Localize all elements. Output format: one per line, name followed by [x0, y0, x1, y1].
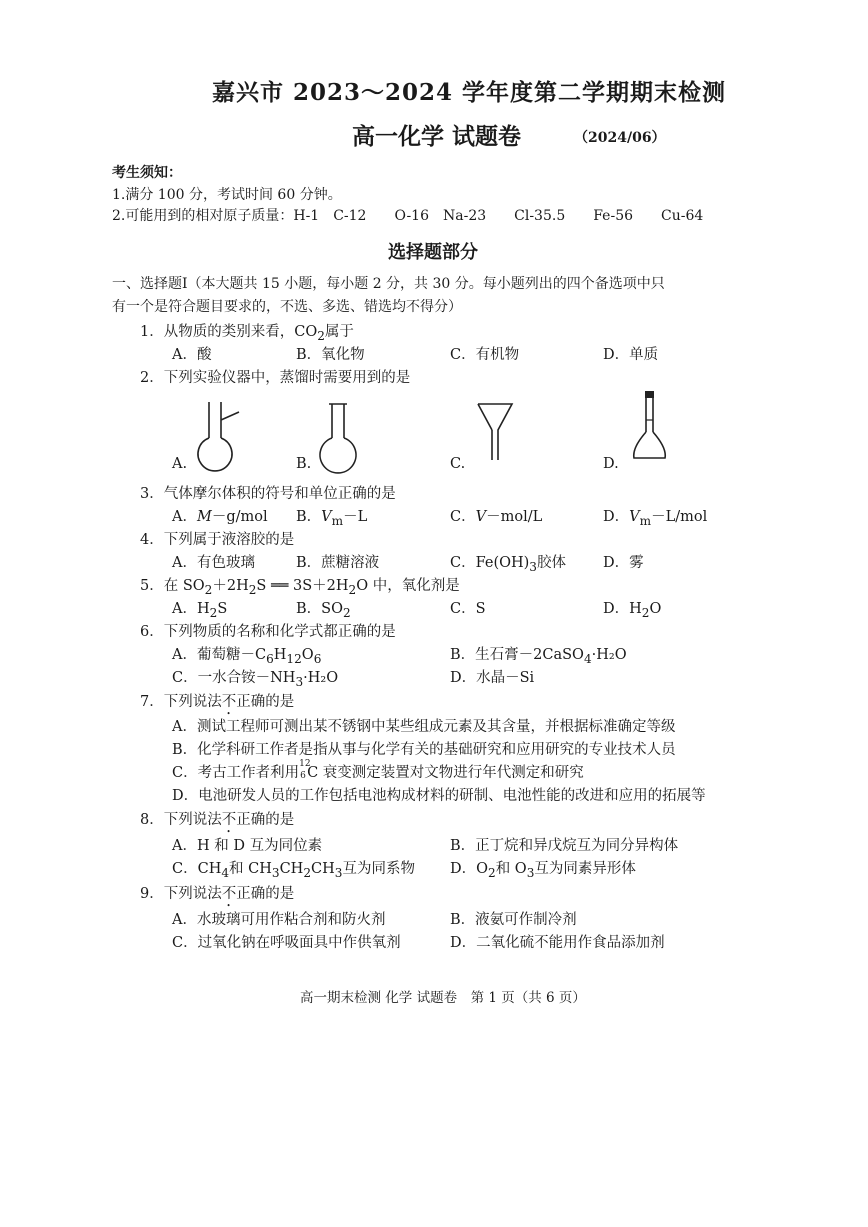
- question-1-option-c: C．有机物: [450, 347, 520, 363]
- question-2-option-c: C.: [450, 456, 466, 472]
- question-3-option-c: C．V－mol/L: [450, 509, 543, 525]
- question-9-option-c: C．过氧化钠在呼吸面具中作供氧剂: [172, 935, 401, 951]
- question-6-option-d: D．水晶－Si: [450, 670, 535, 686]
- question-8-stem: 8．下列说法不正确的是: [140, 812, 295, 828]
- question-1-option-d: D．单质: [603, 347, 659, 363]
- question-8-option-c: C．$CH_4$和 $CH_3CH_2CH_3$互为同系物: [172, 861, 415, 880]
- question-1-option-b: B．氧化物: [296, 347, 365, 363]
- question-7-option-b: B．化学科研工作者是指从事与化学有关的基础研究和应用研究的专业技术人员: [172, 742, 676, 758]
- question-3-option-b: B．$V_m-L$: [296, 509, 368, 528]
- page-footer: 高一期末检测 化学 试题卷 第 1 页（共 6 页）: [300, 990, 586, 1006]
- question-6-option-a: A．葡萄糖$-C_6H_{12}O_6$: [172, 647, 322, 666]
- notice-line-1: 1.满分 100 分，考试时间 60 分钟。: [112, 187, 342, 203]
- question-4-stem: 4．下列属于液溶胶的是: [140, 532, 295, 548]
- exam-date: （2024/06）: [574, 130, 666, 146]
- question-2-stem: 2．下列实验仪器中，蒸馏时需要用到的是: [140, 370, 411, 386]
- question-4-option-d: D．雾: [603, 555, 644, 571]
- question-2-option-d: D.: [603, 456, 619, 472]
- question-2-option-a: A.: [172, 456, 188, 472]
- question-5-option-c: C．S: [450, 601, 486, 617]
- question-7-stem: 7．下列说法不正确的是: [140, 694, 295, 710]
- question-5-option-d: D．$H_2O$: [603, 601, 662, 620]
- funnel-icon: [476, 402, 516, 467]
- question-4-option-a: A．有色玻璃: [172, 555, 255, 571]
- question-9-option-d: D．二氧化硫不能用作食品添加剂: [450, 935, 665, 951]
- exam-title: 嘉兴市 2023～2024 学年度第二学期期末检测: [212, 79, 727, 106]
- volumetric-flask-icon: [628, 390, 674, 470]
- question-4-option-b: B．蔗糖溶液: [296, 555, 380, 571]
- round-bottom-flask-icon: [318, 400, 368, 470]
- question-4-option-c: C．$Fe(OH)_3$胶体: [450, 555, 566, 574]
- question-7-option-d: D．电池研发人员的工作包括电池构成材料的研制、电池性能的改进和应用的拓展等: [172, 788, 706, 804]
- section-title: 选择题部分: [388, 242, 478, 263]
- question-3-option-a: A．M－g/mol: [172, 509, 268, 525]
- question-8-option-d: D．$O_2$和 $O_3$互为同素异形体: [450, 861, 636, 880]
- question-9-option-a: A．水玻璃可用作粘合剂和防火剂: [172, 912, 386, 928]
- question-7-option-a: A．测试工程师可测出某不锈钢中某些组成元素及其含量，并根据标准确定等级: [172, 719, 676, 735]
- question-2-option-b: B.: [296, 456, 312, 472]
- question-6-option-c: C．一水合铵$-NH_3\cdot H_2O$: [172, 670, 339, 689]
- part1-instructions-2: 有一个是符合题目要求的，不选、多选、错选均不得分）: [112, 299, 462, 315]
- question-5-option-a: A．$H_2S$: [172, 601, 228, 620]
- question-1-option-a: A．酸: [172, 347, 212, 363]
- question-9-stem: 9．下列说法不正确的是: [140, 886, 295, 902]
- question-8-option-a: A．H 和 D 互为同位素: [172, 838, 323, 854]
- question-7-option-c: C．考古工作者利用 12 6 C 衰变测定装置对文物进行年代测定和研究: [172, 759, 584, 781]
- part1-instructions-1: 一、选择题Ⅰ（本大题共 15 小题，每小题 2 分，共 30 分。每小题列出的四个备选项中只: [112, 276, 665, 292]
- exam-subtitle: 高一化学 试题卷: [352, 123, 522, 150]
- question-1-stem: 1．从物质的类别来看，$CO_2$属于: [140, 324, 354, 343]
- distillation-flask-icon: [195, 400, 245, 470]
- question-9-option-b: B．液氨可作制冷剂: [450, 912, 577, 928]
- question-8-option-b: B．正丁烷和异戊烷互为同分异构体: [450, 838, 679, 854]
- question-3-option-d: D．$V_m-L$/mol: [603, 509, 708, 528]
- question-5-stem: 5．在 $SO_2+2H_2S$ ══ $3S+2H_2O$ 中，氧化剂是: [140, 578, 460, 597]
- question-3-stem: 3．气体摩尔体积的符号和单位正确的是: [140, 486, 396, 502]
- notice-heading: 考生须知：: [112, 165, 182, 181]
- question-6-option-b: B．生石膏－2CaSO$_4$·H₂O: [450, 647, 627, 666]
- notice-line-2: 2.可能用到的相对原子质量：H-1 C-12 O-16 Na-23 Cl-35.5 Fe-56 Cu-64: [112, 208, 704, 224]
- question-5-option-b: B．$SO_2$: [296, 601, 351, 620]
- question-6-stem: 6．下列物质的名称和化学式都正确的是: [140, 624, 396, 640]
